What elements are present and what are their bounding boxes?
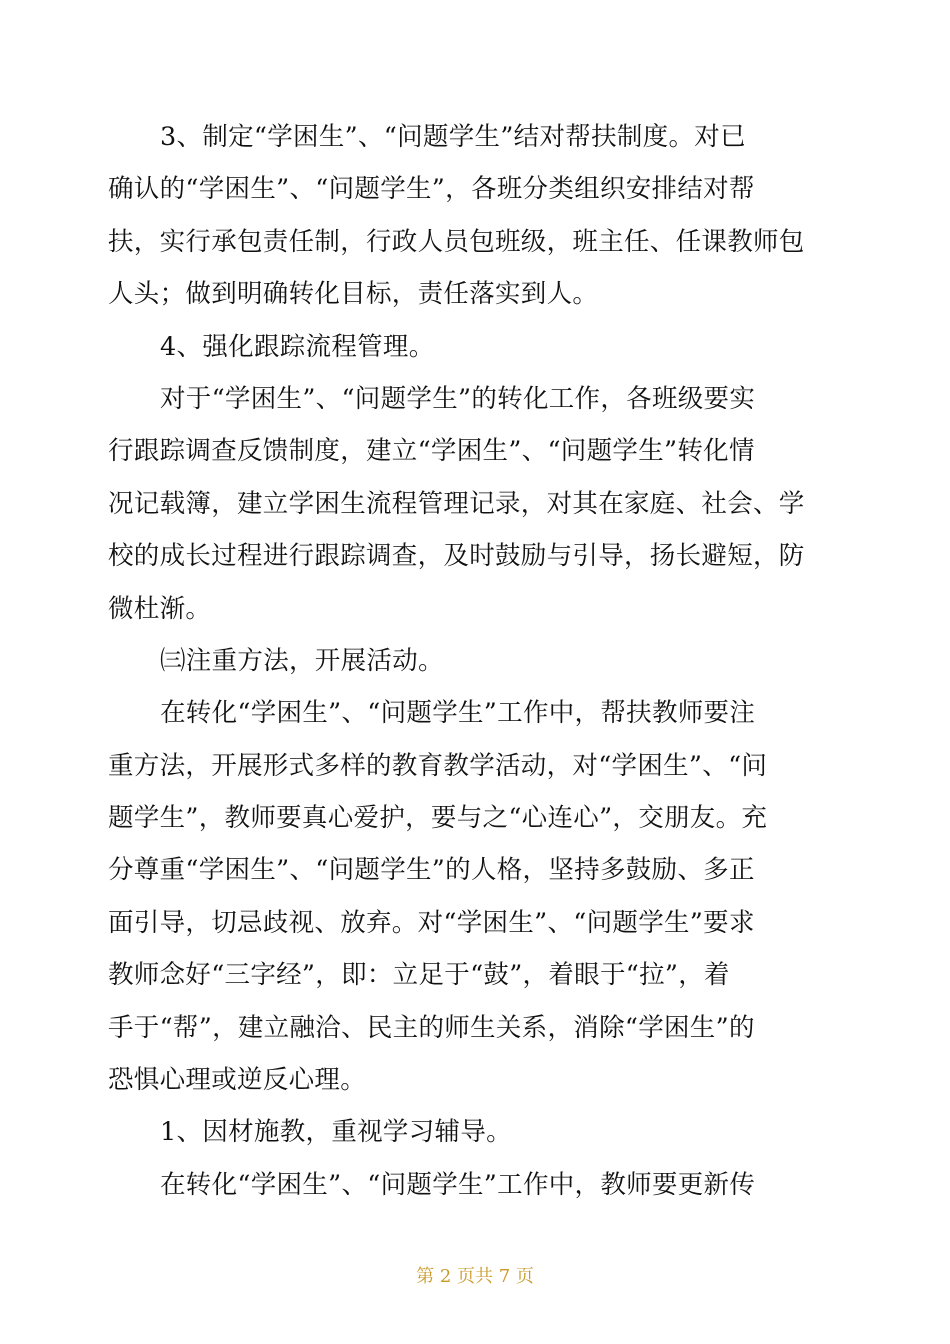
page-number-footer: 第 2 页共 7 页 [416, 1266, 534, 1287]
text-line: 3、制定“学困生”、“问题学生”结对帮扶制度。对已 [160, 122, 746, 152]
text-line: 面引导，切忌歧视、放弃。对“学困生”、“问题学生”要求 [108, 907, 755, 938]
text-line: 教师念好“三字经”，即：立足于“鼓”，着眼于“拉”，着 [108, 960, 730, 991]
text-line: 重方法，开展形式多样的教育教学活动，对“学困生”、“问 [108, 750, 768, 781]
text-line: 校的成长过程进行跟踪调查，及时鼓励与引导，扬长避短，防 [108, 541, 805, 572]
text-line: 恐惧心理或逆反心理。 [108, 1065, 367, 1096]
text-line: 在转化“学困生”、“问题学生”工作中，教师要更新传 [160, 1169, 756, 1200]
text-line: 对于“学困生”、“问题学生”的转化工作，各班级要实 [160, 383, 756, 414]
text-line: 人头；做到明确转化目标，责任落实到人。 [108, 279, 599, 310]
text-line: 微杜渐。 [108, 593, 212, 624]
text-line: 分尊重“学困生”、“问题学生”的人格，坚持多鼓励、多正 [108, 855, 755, 886]
text-line: 手于“帮”，建立融洽、民主的师生关系，消除“学困生”的 [108, 1012, 755, 1043]
text-line: 题学生”，教师要真心爱护，要与之“心连心”，交朋友。充 [108, 803, 768, 834]
text-line: 确认的“学困生”、“问题学生”，各班分类组织安排结对帮 [108, 174, 755, 205]
text-line: 行跟踪调查反馈制度，建立“学困生”、“问题学生”转化情 [108, 436, 755, 467]
section-heading: 1、因材施教，重视学习辅导。 [160, 1117, 512, 1148]
section-heading: 4、强化跟踪流程管理。 [160, 331, 435, 362]
section-heading: ㈢注重方法，开展活动。 [160, 645, 444, 676]
text-line: 在转化“学困生”、“问题学生”工作中，帮扶教师要注 [160, 698, 756, 729]
text-line: 况记载簿，建立学困生流程管理记录，对其在家庭、社会、学 [108, 488, 805, 519]
document-body [108, 111, 844, 1211]
text-line: 扶，实行承包责任制，行政人员包班级，班主任、任课教师包 [108, 226, 805, 257]
